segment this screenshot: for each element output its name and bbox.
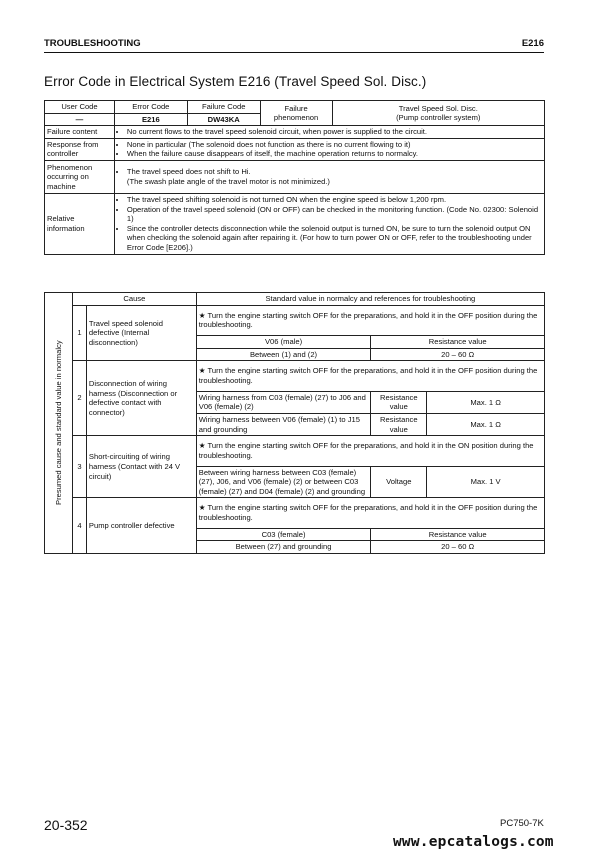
info-item: • The travel speed does not shift to Hi. [127, 167, 542, 177]
harness-check: Wiring harness between V06 (female) (1) to J15 and grounding [196, 413, 371, 435]
value-header: Resistance value [371, 336, 545, 349]
error-code-tag: E216 [521, 38, 544, 49]
cause-number: 3 [72, 436, 86, 498]
info-content [114, 126, 544, 139]
phenomenon-line-2: (Pump controller system) [396, 113, 481, 123]
cause-description: Travel speed solenoid defective (Internal disconnection) [86, 305, 196, 361]
info-label: Response from controller [45, 138, 115, 160]
cause-table [44, 292, 545, 554]
info-label: Relative information [45, 193, 115, 254]
standard-value: Max. 1 Ω [427, 413, 545, 435]
error-code-value: E216 [114, 113, 187, 126]
standard-value: Max. 1 V [427, 466, 545, 498]
failure-phenomenon-label: Failure phenomenon [260, 101, 332, 126]
check-label: Voltage [371, 466, 427, 498]
error-info-table [44, 100, 545, 255]
cause-number: 2 [72, 361, 86, 436]
harness-check: Wiring harness from C03 (female) (27) to J06 and V06 (female) (2) [196, 391, 371, 413]
watermark: www.epcatalogs.com [393, 834, 554, 850]
connector-header: V06 (male) [196, 336, 371, 349]
info-item: • The travel speed shifting solenoid is not turned ON when the engine speed is below 1,200 rpm. [127, 195, 542, 205]
standard-value: Max. 1 Ω [427, 391, 545, 413]
cause-description: Disconnection of wiring harness (Disconnection or defective contact with connector) [86, 361, 196, 436]
cause-number: 4 [72, 498, 86, 554]
check-label: Resistance value [371, 413, 427, 435]
header-rule [44, 52, 544, 53]
info-item: (The swash plate angle of the travel motor is not minimized.) [126, 176, 330, 186]
side-label-cell [45, 293, 73, 554]
harness-check: Between wiring harness between C03 (female) (27), J06, and V06 (female) (2) or between C03 (female) (27) and D04 (female) (2) and grounding [196, 466, 371, 498]
prep-note: ★ Turn the engine starting switch OFF for the preparations, and hold it in the OFF position during the troubleshooting. [196, 361, 544, 391]
measure-point: Between (27) and grounding [196, 541, 371, 554]
prep-note: ★ Turn the engine starting switch OFF for the preparations, and hold it in the OFF position during the troubleshooting. [196, 498, 544, 528]
model-number: PC750-7K [500, 818, 544, 829]
info-content [114, 160, 544, 193]
failure-phenomenon-value [332, 101, 544, 126]
standard-header: Standard value in normalcy and references for troubleshooting [196, 293, 544, 306]
value-header: Resistance value [371, 528, 545, 541]
info-row-phenomenon [45, 160, 545, 193]
cause-header: Cause [72, 293, 196, 306]
check-label: Resistance value [371, 391, 427, 413]
info-item: • No current flows to the travel speed solenoid circuit, when power is supplied to the circuit. [127, 127, 542, 137]
failure-code-value: DW43KA [187, 113, 260, 126]
info-item: • Since the controller detects disconnection while the solenoid output is turned ON, be sure to turn the solenoid output ON when checking the solenoid again after repairing it. (For how to turn power ON or OFF, refer to the troubleshooting under Error Code [E206].) [127, 224, 542, 253]
user-code-value: — [45, 113, 115, 126]
cause-number: 1 [72, 305, 86, 361]
info-label: Failure content [45, 126, 115, 139]
page-number: 20-352 [44, 817, 88, 833]
standard-value: 20 – 60 Ω [371, 541, 545, 554]
info-content [114, 193, 544, 254]
error-code-label: Error Code [114, 101, 187, 114]
section-title: TROUBLESHOOTING [44, 38, 141, 49]
cause-description: Pump controller defective [86, 498, 196, 554]
prep-note: ★ Turn the engine starting switch OFF for the preparations, and hold it in the OFF position during the troubleshooting. [196, 305, 544, 335]
page-header [44, 38, 544, 52]
cause-description: Short-circuiting of wiring harness (Contact with 24 V circuit) [86, 436, 196, 498]
side-label: Presumed cause and standard value in normalcy [53, 340, 63, 506]
info-content [114, 138, 544, 160]
standard-value: 20 – 60 Ω [371, 348, 545, 361]
info-label: Phenomenon occurring on machine [45, 160, 115, 193]
info-item: • None in particular (The solenoid does not function as there is no current flowing to it) [127, 140, 542, 150]
prep-note: ★ Turn the engine starting switch OFF for the preparations, and hold it in the ON position during the troubleshooting. [196, 436, 544, 466]
user-code-label: User Code [45, 101, 115, 114]
info-row-relative [45, 193, 545, 254]
connector-header: C03 (female) [196, 528, 371, 541]
info-row-failure-content [45, 126, 545, 139]
measure-point: Between (1) and (2) [196, 348, 371, 361]
info-item: • Operation of the travel speed solenoid (ON or OFF) can be checked in the monitoring function. (Code No. 02300: Solenoid 1) [127, 205, 542, 224]
info-item: • When the failure cause disappears of itself, the machine operation returns to normalcy. [127, 149, 542, 159]
page-title: Error Code in Electrical System E216 (Travel Speed Sol. Disc.) [44, 74, 427, 89]
info-row-response [45, 138, 545, 160]
phenomenon-line-1: Travel Speed Sol. Disc. [398, 103, 478, 113]
failure-code-label: Failure Code [187, 101, 260, 114]
